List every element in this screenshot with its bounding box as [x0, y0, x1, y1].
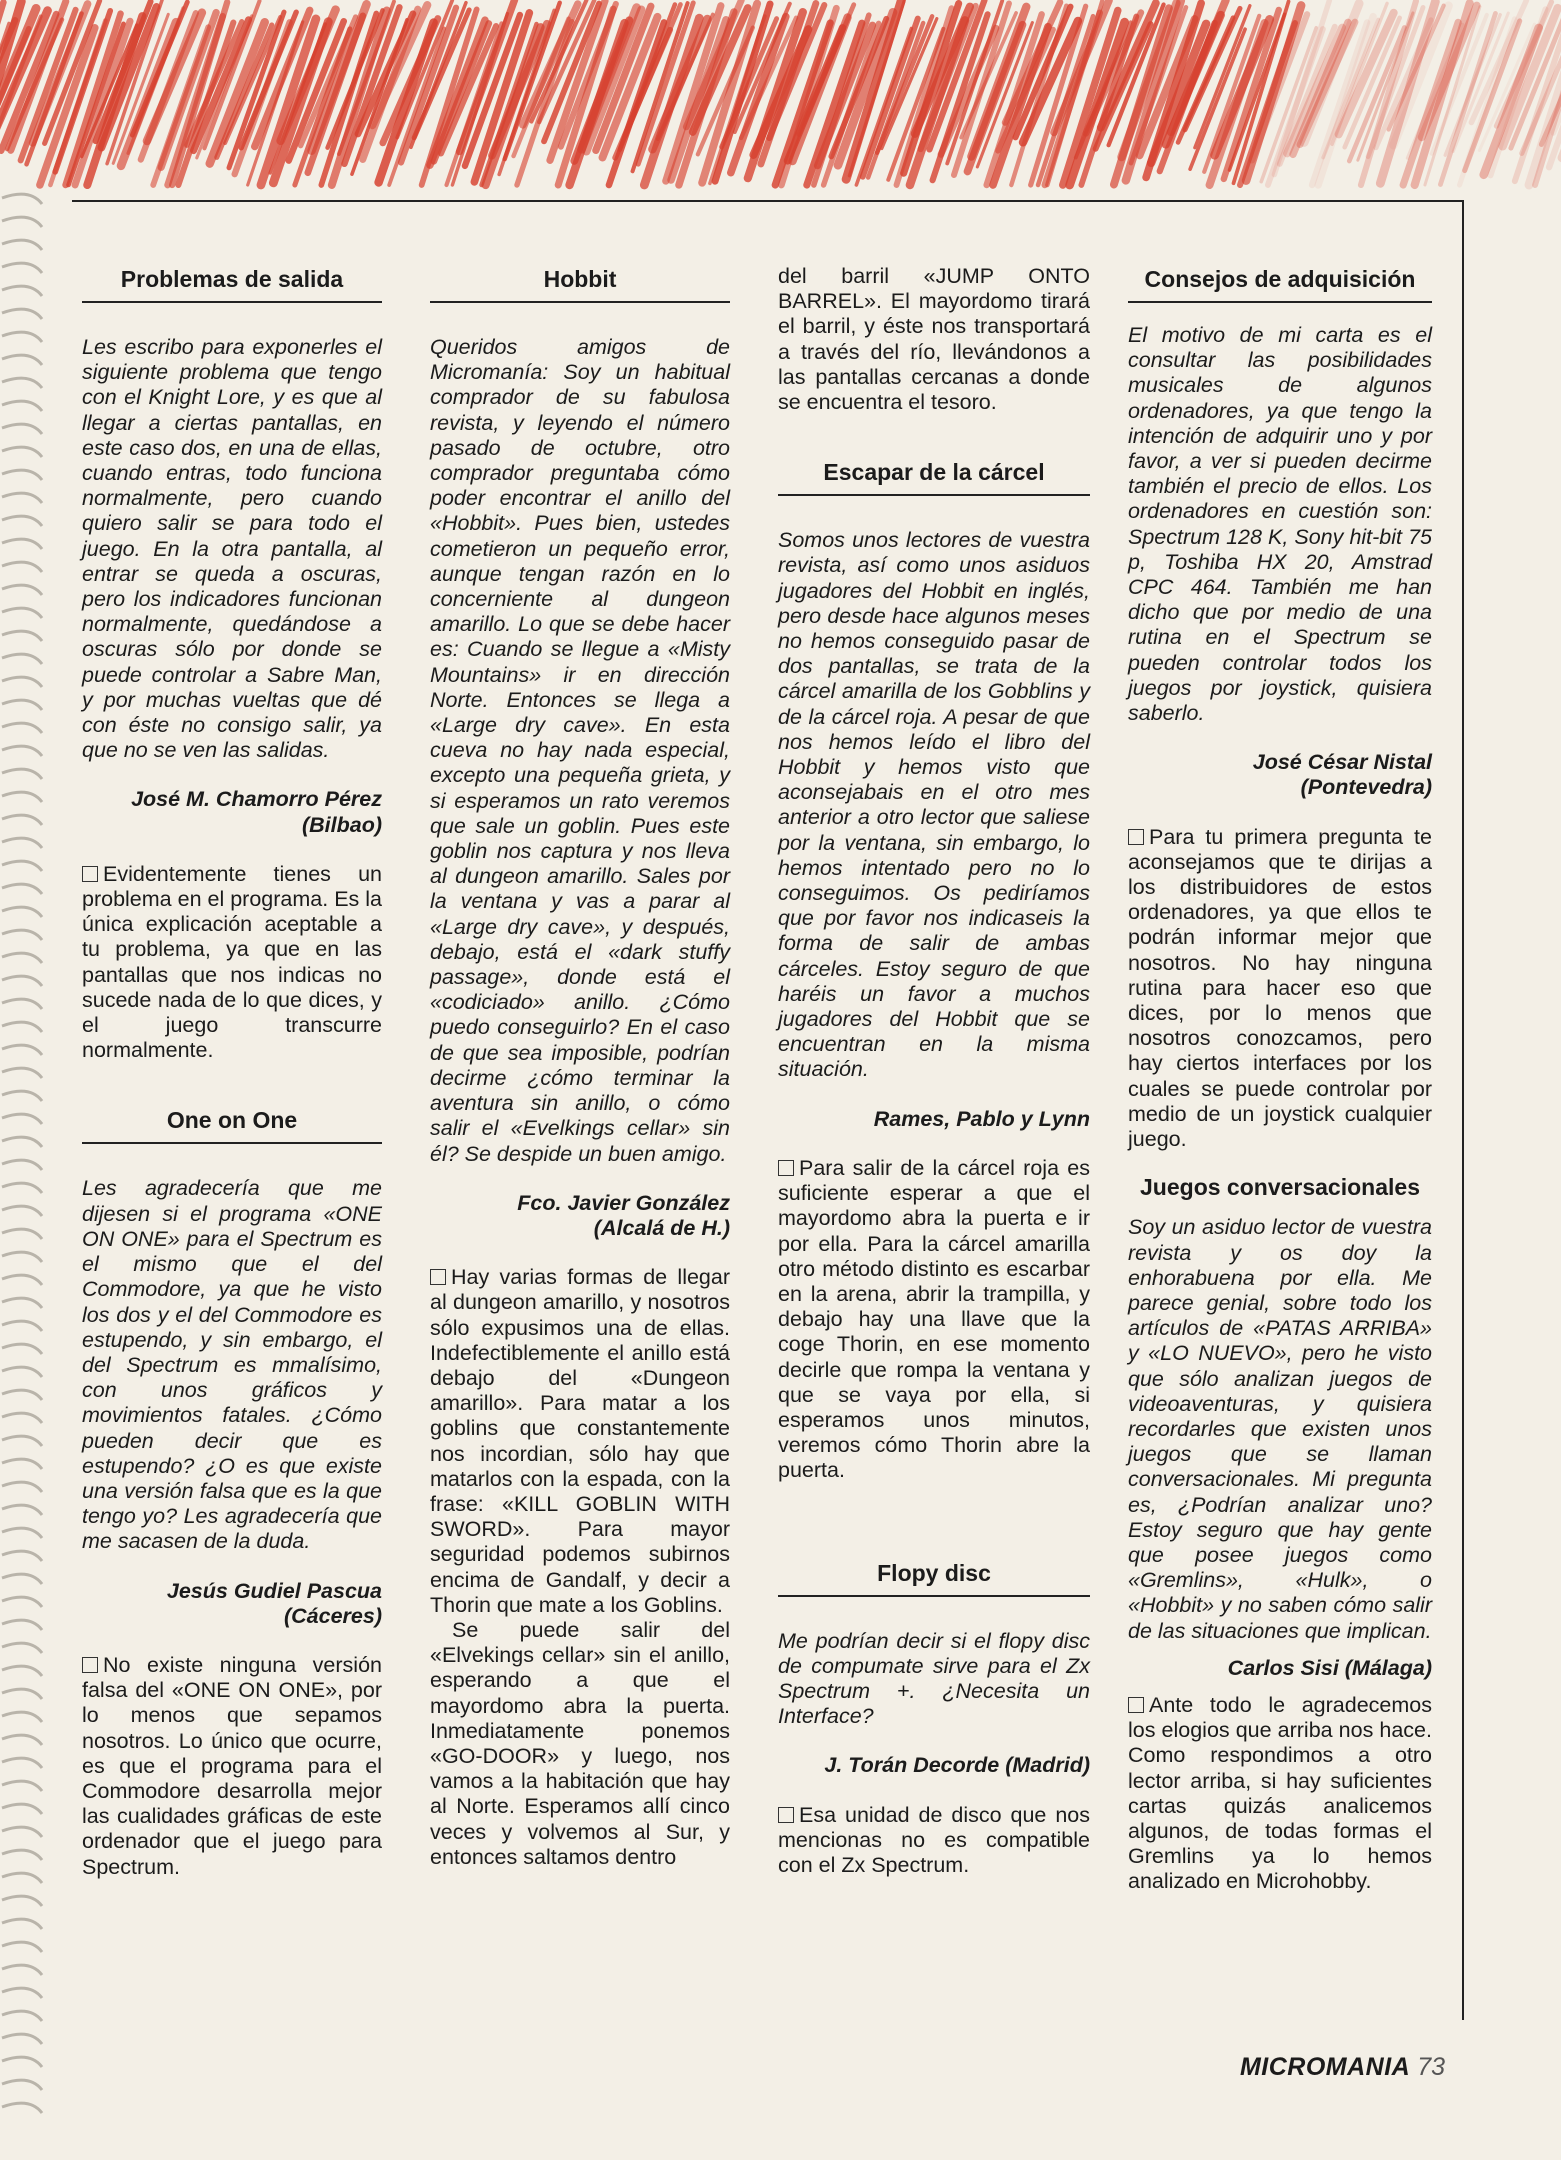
binding-hole	[2, 1965, 42, 1975]
binding-hole	[2, 1988, 42, 1998]
reply-text: Esa unidad de disco que nos mencionas no es compatible con el Zx Spectrum.	[778, 1802, 1090, 1877]
reply-box-icon	[82, 1657, 98, 1673]
signature-name: Jesús Gudiel Pascua	[166, 1578, 382, 1603]
frame-top-rule	[72, 200, 1464, 202]
binding-hole	[2, 2057, 42, 2067]
signature-city: (Pontevedra)	[1300, 775, 1432, 800]
binding-hole	[2, 1896, 42, 1906]
binding-hole	[2, 1482, 42, 1492]
binding-hole	[2, 1620, 42, 1630]
binding-hole	[2, 1160, 42, 1170]
letter-juegos: Soy un asiduo lector de vuestra revista y os doy la enhorabuena por ella. Me parece genial, sobre todo los artículos de «PATAS ARRIBA» y «LO NUEVO», pero he visto que sólo analizan juegos de videoaventuras, y quisiera recordarles que existen unos juegos que se llaman conversacionales. Mi pregunta es, ¿Podrían analizar uno? Estoy seguro que hay gente que posee juegos como «Gremlins», «Hulk», o «Hobbit» y no saben cómo salir de las situaciones que implican.	[1128, 1215, 1432, 1643]
binding-hole	[2, 286, 42, 296]
signature-sisi: Carlos Sisi (Málaga)	[1227, 1655, 1432, 1680]
page-number: 73	[1417, 2053, 1445, 2081]
signature-gudiel	[82, 1579, 382, 1629]
column-2	[430, 258, 730, 1870]
binding-hole	[2, 1758, 42, 1768]
column-4	[1128, 258, 1432, 1895]
binding-hole	[2, 355, 42, 365]
signature-nistal	[1128, 750, 1432, 800]
reply-box-icon	[778, 1807, 794, 1823]
binding-hole	[2, 1068, 42, 1078]
binding-hole	[2, 1643, 42, 1653]
reply-one-on-one	[82, 1653, 382, 1880]
letter-flopy: Me podrían decir si el flopy disc de compumate sirve para el Zx Spectrum +. ¿Necesita un Interface?	[778, 1628, 1090, 1729]
binding-hole	[2, 838, 42, 848]
binding-hole	[2, 263, 42, 273]
binding-hole	[2, 1114, 42, 1124]
binding-hole	[2, 907, 42, 917]
binding-hole	[2, 1413, 42, 1423]
binding-hole	[2, 562, 42, 572]
reply-problemas	[82, 862, 382, 1064]
reply-text: Para salir de la cárcel roja es suficiente esperar a que el mayordomo abra la puerta e ir por ella. Para la cárcel amarilla otro método distinto es escarbar en la arena, abrir la trampilla, y debajo hay una llave que la coge Thorin, en ese momento decirle que rompa la ventana y que se vaya por ella, si esperamos unos minutos, veremos cómo Thorin abre la puerta.	[778, 1155, 1090, 1483]
letter-escapar: Somos unos lectores de vuestra revista, así como unos asiduos jugadores del Hobbit en inglés, pero desde hace algunos meses no hemos conseguido pasar de dos pantallas, se trata de la cárcel amarilla de los Gobblins y de la cárcel roja. A pesar de que nos hemos leído el libro del Hobbit y hemos visto que aconsejabais en el otro mes anterior a otro lector que saliese por la ventana, sin embargo, lo hemos intentado pero no lo conseguimos. Os pediríamos que por favor nos indicaseis la forma de salir de ambas cárceles. Estoy seguro de que haréis un favor a muchos jugadores del Hobbit que se encuentran en la misma situación.	[778, 528, 1090, 1082]
reply-escapar	[778, 1156, 1090, 1484]
binding-hole	[2, 1436, 42, 1446]
binding-hole	[2, 1091, 42, 1101]
binding-hole	[2, 1781, 42, 1791]
binding-hole	[2, 240, 42, 250]
binding-hole	[2, 1551, 42, 1561]
binding-hole	[2, 1206, 42, 1216]
binding-hole	[2, 1804, 42, 1814]
reply-flopy	[778, 1803, 1090, 1879]
binding-hole	[2, 1344, 42, 1354]
signature-toran: J. Torán Decorde (Madrid)	[824, 1753, 1090, 1778]
letter-one-on-one: Les agradecería que me dijesen si el programa «ONE ON ONE» para el Spectrum es el mismo que el del Commodore, ya que he visto los dos y el del Commodore es estupendo, y sin embargo, el del Spectrum es mmalísimo, con unos gráficos y movimientos fatales. ¿Cómo pueden decir que es estupendo? ¿O es que existe una versión falsa que es la que tengo yo? Les agradecería que me sacasen de la duda.	[82, 1176, 382, 1554]
binding-hole	[2, 470, 42, 480]
binding-hole	[2, 2034, 42, 2044]
section-heading-one-on-one: One on One	[82, 1099, 382, 1144]
binding-hole	[2, 539, 42, 549]
binding-hole	[2, 1574, 42, 1584]
binding-hole	[2, 493, 42, 503]
signature-gonzalez	[430, 1191, 730, 1241]
binding-hole	[2, 1298, 42, 1308]
signature-city: (Cáceres)	[284, 1603, 382, 1628]
reply-text: Para tu primera pregunta te aconsejamos que te dirijas a los distribuidores de estos ordenadores, ya que ellos te podrán informar mejor que nosotros. No hay ninguna rutina para hacer eso que dices, por lo menos que nosotros conozcamos, pero hay ciertos interfaces por los cuales se puede controlar por medio de un joystick cualquier juego.	[1128, 824, 1432, 1152]
binding-hole	[2, 217, 42, 227]
binding-hole	[2, 884, 42, 894]
reply-text: Evidentemente tienes un problema en el programa. Es la única explicación aceptable a tu problema, ya que en las pantallas que nos indicas no sucede nada de lo que dices, y el juego transcurre normalmente.	[82, 861, 382, 1063]
binding-hole	[2, 976, 42, 986]
binding-hole	[2, 424, 42, 434]
column-3	[778, 258, 1090, 1878]
red-hatched-banner	[0, 0, 1561, 190]
binding-hole	[2, 654, 42, 664]
binding-hole	[2, 2103, 42, 2113]
binding-hole	[2, 1528, 42, 1538]
reply-hobbit-continued: del barril «JUMP ONTO BARREL». El mayordomo tirará el barril, y éste nos transportará a través del río, llevándonos a las pantallas cercanas a donde se encuentra el tesoro.	[778, 264, 1090, 415]
binding-hole	[2, 378, 42, 388]
signature-name: Fco. Javier González	[517, 1190, 730, 1215]
binding-hole	[2, 1666, 42, 1676]
section-heading-problemas: Problemas de salida	[82, 258, 382, 303]
reply-text: No existe ninguna versión falsa del «ONE ON ONE», por lo menos que sepamos nosotros. Lo único que ocurre, es que el programa para el Commodore desarrolla mejor las cualidades gráficas de este ordenador que el juego para Spectrum.	[82, 1652, 382, 1879]
binding-hole	[2, 1689, 42, 1699]
letter-hobbit: Queridos amigos de Micromanía: Soy un habitual comprador de su fabulosa revista, y leyendo el número pasado de octubre, otro comprador preguntaba cómo poder encontrar el anillo del «Hobbit». Pues bien, ustedes cometieron un pequeño error, aunque tengan razón en lo concerniente al dungeon amarillo. Lo que se debe hacer es: Cuando se llegue a «Misty Mountains» ir en dirección Norte. Entonces se llega a «Large dry cave». En esta cueva no hay nada especial, excepto una pequeña grieta, y si esperamos un rato veremos que sale un goblin. Pues este goblin nos captura y nos lleva al dungeon amarillo. Sales por la ventana y vas a parar al «Large dry cave», y después, debajo, está el «dark stuffy passage», donde está el «codiciado» anillo. ¿Cómo puedo conseguirlo? En el caso de que sea imposible, podrían decirme ¿cómo terminar la aventura sin anillo, o cómo salir el «Evelkings cellar» sin él? Se despide un buen amigo.	[430, 335, 730, 1166]
binding-hole	[2, 1873, 42, 1883]
section-heading-juegos: Juegos conversacionales	[1140, 1174, 1420, 1201]
binding-hole	[2, 1827, 42, 1837]
binding-hole	[2, 1367, 42, 1377]
binding-hole	[2, 1137, 42, 1147]
page-footer	[1240, 2053, 1445, 2082]
binding-hole	[2, 332, 42, 342]
binding-hole	[2, 2080, 42, 2090]
binding-hole	[2, 1045, 42, 1055]
section-heading-escapar: Escapar de la cárcel	[778, 451, 1090, 496]
binding-hole	[2, 309, 42, 319]
binding-hole	[2, 953, 42, 963]
reply-consejos	[1128, 825, 1432, 1153]
binding-hole	[2, 1505, 42, 1515]
binding-hole	[2, 792, 42, 802]
signature-name: José M. Chamorro Pérez	[131, 787, 382, 812]
binding-hole	[2, 1252, 42, 1262]
binding-hole	[2, 930, 42, 940]
binding-hole	[2, 631, 42, 641]
signature-name: José César Nistal	[1252, 750, 1432, 775]
binding-hole	[2, 723, 42, 733]
binding-hole	[2, 1022, 42, 1032]
binding-hole	[2, 1183, 42, 1193]
reply-box-icon	[1128, 829, 1144, 845]
frame-right-rule	[1462, 200, 1464, 2020]
binding-hole	[2, 1942, 42, 1952]
binding-hole	[2, 516, 42, 526]
binding-hole	[2, 401, 42, 411]
binding-hole	[2, 677, 42, 687]
reply-juegos	[1128, 1693, 1432, 1895]
section-heading-flopy: Flopy disc	[778, 1552, 1090, 1597]
binding-hole	[2, 1229, 42, 1239]
reply-box-icon	[1128, 1697, 1144, 1713]
binding-hole	[2, 1735, 42, 1745]
letter-problemas: Les escribo para exponerles el siguiente problema que tengo con el Knight Lore, y es que al llegar a ciertas pantallas, en este caso dos, en una de ellas, cuando entras, todo funciona normalmente, pero cuando quiero salir se para todo el juego. En la otra pantalla, al entrar se queda a oscuras, pero los indicadores funcionan normalmente, quedándose a oscuras sólo por donde se puede controlar a Sabre Man, y por muchas vueltas que dé con éste no consigo salir, ya que no se ven las salidas.	[82, 335, 382, 763]
binding-hole	[2, 861, 42, 871]
binding-hole	[2, 769, 42, 779]
binding-hole	[2, 1850, 42, 1860]
binding-hole	[2, 999, 42, 1009]
signature-city: (Alcalá de H.)	[593, 1215, 730, 1240]
binding-hole	[2, 447, 42, 457]
reply-box-icon	[778, 1160, 794, 1176]
binding-hole	[2, 1321, 42, 1331]
reply-hobbit-2: Se puede salir del «Elvekings cellar» sin el anillo, esperando a que el mayordomo abra la puerta. Inmediatamente ponemos «GO-DOOR» y luego, nos vamos a la habitación que hay al Norte. Esperamos allí cinco veces y volvemos al Sur, y entonces saltamos dentro	[430, 1617, 730, 1869]
reply-box-icon	[82, 866, 98, 882]
column-1	[82, 258, 382, 1880]
reply-text: Hay varias formas de llegar al dungeon amarillo, y nosotros sólo expusimos una de ellas. Indefectiblemente el anillo está debajo del «Dungeon amarillo». Para matar a los goblins que constantemente nos incordian, sólo hay que matarlos con la espada, con la frase: «KILL GOBLIN WITH SWORD». Para mayor seguridad podemos subirnos encima de Gandalf, y decir a Thorin que mate a los Goblins.	[430, 1265, 730, 1617]
section-heading-hobbit: Hobbit	[430, 258, 730, 303]
binding-hole	[2, 194, 42, 204]
reply-box-icon	[430, 1269, 446, 1285]
signature-city: (Bilbao)	[301, 812, 382, 837]
letter-consejos: El motivo de mi carta es el consultar las posibilidades musicales de algunos ordenadores, ya que tengo la intención de adquirir uno y por favor, a ver si pueden decirme también el precio de ellos. Los ordenadores en cuestión son: Spectrum 128 K, Sony hit-bit 75 p, Toshiba HX 20, Amstrad CPC 464. También me han dicho que por medio de una rutina en el Spectrum se pueden controlar todos los juegos por joystick, quisiera saberlo.	[1128, 323, 1432, 726]
binding-hole	[2, 1390, 42, 1400]
binding-hole	[2, 585, 42, 595]
reply-hobbit-1	[430, 1265, 730, 1618]
binding-hole	[2, 1712, 42, 1722]
binding-hole	[2, 746, 42, 756]
spiral-binding-holes	[0, 190, 70, 2130]
magazine-name: MICROMANIA	[1239, 2053, 1411, 2081]
binding-hole	[2, 1597, 42, 1607]
reply-text: Ante todo le agradecemos los elogios que arriba nos hace. Como respondimos a otro lector arriba, si hay suficientes cartas quizás analicemos algunos, de todas formas el Gremlins ya lo hemos analizado en Microhobby.	[1128, 1692, 1432, 1894]
binding-hole	[2, 1919, 42, 1929]
signature-rames: Rames, Pablo y Lynn	[873, 1106, 1090, 1131]
binding-hole	[2, 700, 42, 710]
section-heading-consejos: Consejos de adquisición	[1128, 258, 1432, 303]
binding-hole	[2, 1459, 42, 1469]
binding-hole	[2, 1275, 42, 1285]
signature-chamorro	[82, 787, 382, 837]
binding-hole	[2, 815, 42, 825]
binding-hole	[2, 608, 42, 618]
binding-hole	[2, 2011, 42, 2021]
